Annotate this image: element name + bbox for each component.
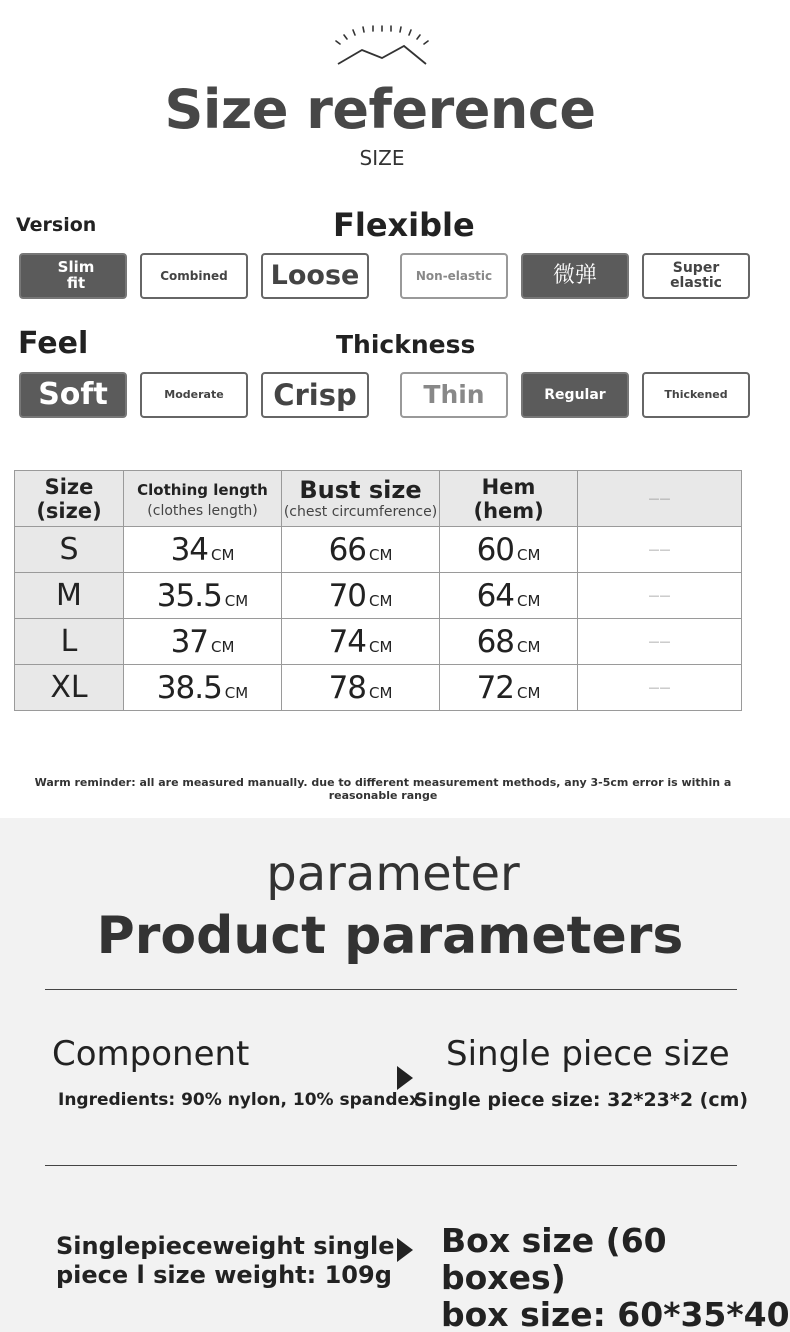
box-size-line-1: Box size (60 boxes): [441, 1221, 667, 1297]
value: 72: [476, 669, 515, 706]
flexible-label: Flexible: [333, 206, 475, 244]
version-option-combined: Combined: [140, 253, 248, 299]
flexible-option-super-elastic: Super elastic: [642, 253, 750, 299]
flexible-option-slight-elastic: 微弹: [521, 253, 629, 299]
feel-option-moderate: Moderate: [140, 372, 248, 418]
unit: CM: [224, 591, 249, 610]
size-cell: M: [15, 573, 124, 619]
thickness-option-regular: Regular: [521, 372, 629, 418]
extra-cell: [578, 665, 742, 711]
unit: CM: [369, 591, 393, 610]
divider: [45, 989, 737, 990]
unit: CM: [517, 591, 541, 610]
feel-label: Feel: [18, 326, 89, 361]
table-row: [15, 619, 742, 665]
length-cell: [124, 665, 282, 711]
unit: CM: [211, 545, 235, 564]
header-size: Size (size): [15, 471, 124, 527]
extra-cell: [578, 573, 742, 619]
extra-cell: [578, 619, 742, 665]
divider: [45, 1165, 737, 1166]
version-label: Version: [16, 214, 97, 236]
value: 64: [476, 577, 515, 614]
version-option-slim-fit: Slim fit: [19, 253, 127, 299]
table-header-row: [15, 471, 742, 527]
arrow-right-icon: [397, 1066, 413, 1090]
box-size-line-2: box size: 60*35*40: [441, 1295, 790, 1332]
unit: CM: [517, 545, 541, 564]
weight-line-1: Singlepieceweight single: [56, 1232, 395, 1260]
header-hem: Hem (hem): [440, 471, 578, 527]
component-heading: Component: [52, 1034, 250, 1074]
unit: CM: [224, 683, 249, 702]
length-cell: [124, 527, 282, 573]
page-title: Size reference: [164, 78, 596, 141]
value: 37: [170, 623, 209, 660]
arrow-right-icon: [397, 1238, 413, 1262]
size-cell: L: [15, 619, 124, 665]
single-piece-size-text: Single piece size: 32*23*2 (cm): [414, 1089, 749, 1111]
header-extra: ——: [578, 471, 742, 527]
value: 35.5: [156, 577, 222, 614]
unit: CM: [369, 683, 393, 702]
size-table: [14, 470, 742, 711]
dash: ——: [648, 634, 671, 648]
page-subtitle: SIZE: [359, 146, 405, 170]
bust-cell: [282, 527, 440, 573]
value: 66: [328, 531, 367, 568]
thickness-label: Thickness: [336, 330, 476, 359]
bust-cell: [282, 619, 440, 665]
hem-cell: [440, 573, 578, 619]
table-row: [15, 527, 742, 573]
feel-option-crisp: Crisp: [261, 372, 369, 418]
unit: CM: [369, 637, 393, 656]
weight-text: [56, 1232, 395, 1290]
value: 78: [328, 669, 367, 706]
feel-option-soft: Soft: [19, 372, 127, 418]
box-size-text: [441, 1222, 790, 1332]
value: 70: [328, 577, 367, 614]
product-parameters-title: Product parameters: [96, 906, 684, 966]
parameter-title: parameter: [266, 846, 520, 902]
value: 68: [476, 623, 515, 660]
single-piece-size-heading: Single piece size: [446, 1034, 730, 1074]
size-cell: S: [15, 527, 124, 573]
dash: ——: [648, 542, 671, 556]
hem-cell: [440, 619, 578, 665]
extra-cell: [578, 527, 742, 573]
weight-line-2: piece l size weight: 109g: [56, 1261, 392, 1289]
bust-cell: [282, 573, 440, 619]
size-cell: XL: [15, 665, 124, 711]
unit: CM: [369, 545, 393, 564]
flexible-option-non-elastic: Non-elastic: [400, 253, 508, 299]
table-row: [15, 665, 742, 711]
value: 34: [170, 531, 209, 568]
header-clothing-length: Clothing length (clothes length): [124, 471, 282, 527]
component-text: Ingredients: 90% nylon, 10% spandex: [58, 1090, 421, 1110]
length-cell: [124, 573, 282, 619]
product-parameters-section: [0, 818, 790, 1332]
header-bust-size: Bust size (chest circumference): [282, 471, 440, 527]
unit: CM: [517, 683, 541, 702]
value: 38.5: [156, 669, 222, 706]
dash: ——: [648, 680, 671, 694]
length-cell: [124, 619, 282, 665]
table-row: [15, 573, 742, 619]
bust-cell: [282, 665, 440, 711]
thickness-option-thin: Thin: [400, 372, 508, 418]
value: 60: [476, 531, 515, 568]
dash: ——: [648, 588, 671, 602]
unit: CM: [211, 637, 235, 656]
sun-mountain-logo-icon: [334, 22, 430, 68]
hem-cell: [440, 527, 578, 573]
value: 74: [328, 623, 367, 660]
hem-cell: [440, 665, 578, 711]
version-option-loose: Loose: [261, 253, 369, 299]
unit: CM: [517, 637, 541, 656]
warm-reminder: Warm reminder: all are measured manually. due to different measurement methods, any 3-5cm error is within a reasonable range: [34, 776, 732, 802]
thickness-option-thickened: Thickened: [642, 372, 750, 418]
